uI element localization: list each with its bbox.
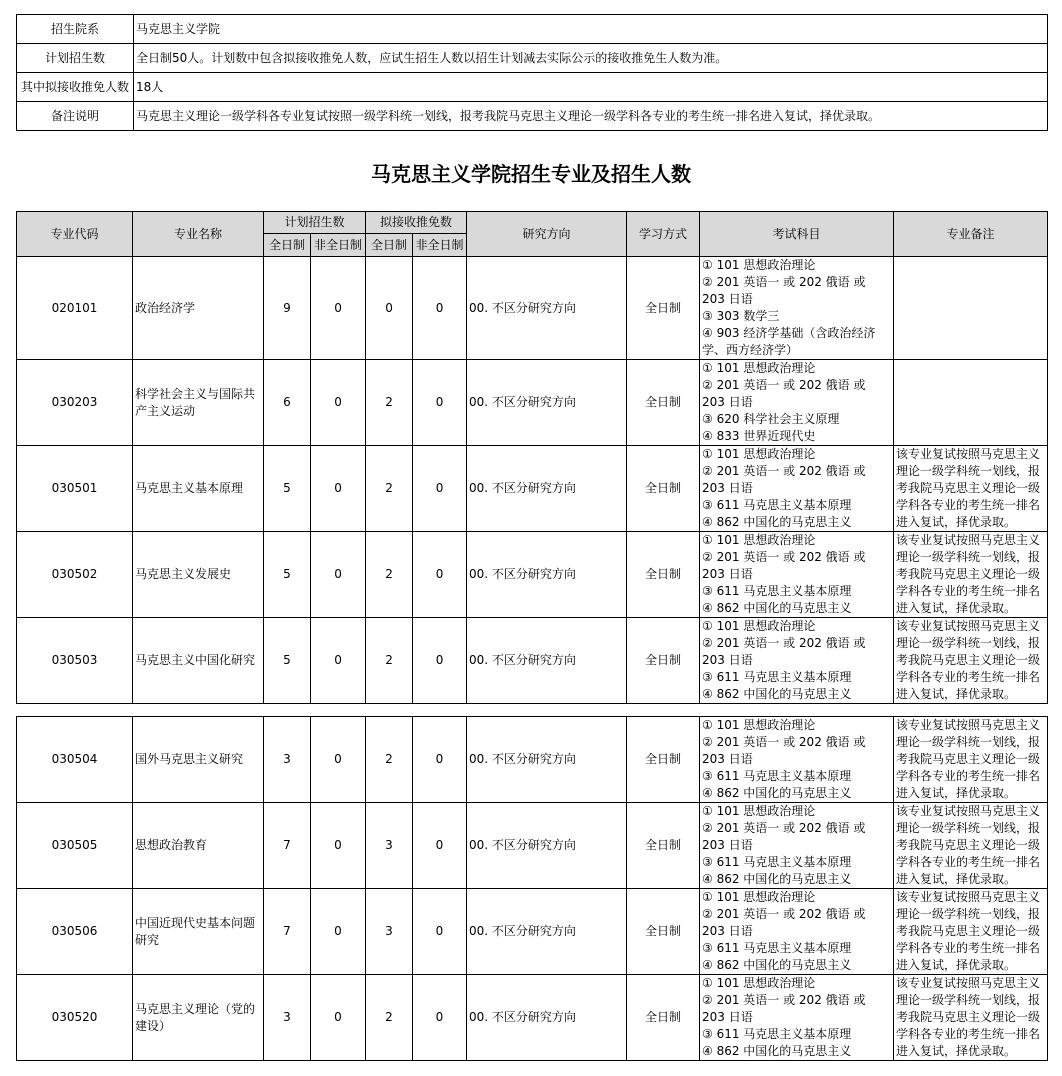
info-label: 计划招生数 <box>17 44 134 73</box>
plan-full-time: 7 <box>264 889 311 975</box>
exam-subject-item: ② 201 英语一 或 202 俄语 或 203 日语 <box>702 636 866 667</box>
major-remark: 该专业复试按照马克思主义理论一级学科统一划线，报考我院马克思主义理论一级学科各专业的考生统一排名进入复试，择优录取。 <box>894 618 1048 704</box>
major-remark: 该专业复试按照马克思主义理论一级学科统一划线，报考我院马克思主义理论一级学科各专业的考生统一排名进入复试，择优录取。 <box>894 532 1048 618</box>
exam-subject-item: ③ 611 马克思主义基本原理 <box>702 584 852 598</box>
major-code: 030203 <box>17 360 133 446</box>
exam-subject-item: ④ 862 中国化的马克思主义 <box>702 601 852 615</box>
research-direction: 00. 不区分研究方向 <box>467 618 627 704</box>
exempt-part-time: 0 <box>413 532 467 618</box>
info-row-remark <box>17 102 1048 131</box>
exempt-full-time: 2 <box>366 975 413 1061</box>
major-code: 030505 <box>17 803 133 889</box>
exam-subject-item: ③ 611 马克思主义基本原理 <box>702 769 852 783</box>
exempt-part-time: 0 <box>413 446 467 532</box>
info-row-department <box>17 15 1048 44</box>
exam-subject-item: ② 201 英语一 或 202 俄语 或 203 日语 <box>702 464 866 495</box>
exam-subject-item: ① 101 思想政治理论 <box>702 976 816 990</box>
exam-subject-item: ① 101 思想政治理论 <box>702 619 816 633</box>
major-name: 马克思主义发展史 <box>133 532 264 618</box>
major-name: 国外马克思主义研究 <box>133 717 264 803</box>
exempt-part-time: 0 <box>413 889 467 975</box>
header-exempt: 拟接收推免数 <box>366 212 467 234</box>
exempt-full-time: 2 <box>366 618 413 704</box>
exam-subjects <box>700 360 894 446</box>
major-name: 政治经济学 <box>133 257 264 360</box>
info-label: 其中拟接收推免人数 <box>17 73 134 102</box>
major-name: 马克思主义理论（党的建设） <box>133 975 264 1061</box>
exam-subject-item: ① 101 思想政治理论 <box>702 361 816 375</box>
plan-full-time: 5 <box>264 618 311 704</box>
exempt-full-time: 3 <box>366 803 413 889</box>
study-mode: 全日制 <box>627 618 700 704</box>
exam-subject-item: ④ 862 中国化的马克思主义 <box>702 687 852 701</box>
major-code: 030503 <box>17 618 133 704</box>
major-code: 020101 <box>17 257 133 360</box>
research-direction: 00. 不区分研究方向 <box>467 889 627 975</box>
plan-part-time: 0 <box>311 446 366 532</box>
exam-subject-item: ② 201 英语一 或 202 俄语 或 203 日语 <box>702 993 866 1024</box>
exam-subject-item: ④ 862 中国化的马克思主义 <box>702 1044 852 1058</box>
research-direction: 00. 不区分研究方向 <box>467 446 627 532</box>
header-plan-part-time: 非全日制 <box>311 234 366 257</box>
major-name: 科学社会主义与国际共产主义运动 <box>133 360 264 446</box>
info-value: 全日制50人。计划数中包含拟接收推免人数，应试生招生人数以招生计划减去实际公示的接收推免生人数为准。 <box>134 44 1048 73</box>
exam-subject-item: ④ 903 经济学基础（含政治经济学、西方经济学） <box>702 326 876 357</box>
info-row-plan <box>17 44 1048 73</box>
major-name: 马克思主义基本原理 <box>133 446 264 532</box>
header-remark: 专业备注 <box>894 212 1048 257</box>
table-row <box>17 446 1048 532</box>
plan-full-time: 3 <box>264 975 311 1061</box>
header-plan: 计划招生数 <box>264 212 366 234</box>
exempt-part-time: 0 <box>413 717 467 803</box>
exam-subjects <box>700 618 894 704</box>
majors-table-continued <box>16 716 1048 1061</box>
exam-subjects <box>700 446 894 532</box>
major-remark <box>894 257 1048 360</box>
exam-subject-item: ④ 862 中国化的马克思主义 <box>702 872 852 886</box>
exam-subjects <box>700 717 894 803</box>
research-direction: 00. 不区分研究方向 <box>467 532 627 618</box>
info-value: 18人 <box>134 73 1048 102</box>
exam-subjects <box>700 257 894 360</box>
header-row <box>17 212 1048 234</box>
exam-subject-item: ④ 862 中国化的马克思主义 <box>702 958 852 972</box>
exam-subject-item: ② 201 英语一 或 202 俄语 或 203 日语 <box>702 550 866 581</box>
plan-part-time: 0 <box>311 717 366 803</box>
major-code: 030504 <box>17 717 133 803</box>
exam-subject-item: ① 101 思想政治理论 <box>702 804 816 818</box>
plan-part-time: 0 <box>311 360 366 446</box>
study-mode: 全日制 <box>627 803 700 889</box>
header-exempt-part-time: 非全日制 <box>413 234 467 257</box>
major-name: 马克思主义中国化研究 <box>133 618 264 704</box>
exam-subject-item: ③ 303 数学三 <box>702 309 780 323</box>
table-row <box>17 803 1048 889</box>
major-remark: 该专业复试按照马克思主义理论一级学科统一划线，报考我院马克思主义理论一级学科各专业的考生统一排名进入复试，择优录取。 <box>894 803 1048 889</box>
majors-table <box>16 211 1048 704</box>
header-mode: 学习方式 <box>627 212 700 257</box>
admission-info-table <box>16 14 1048 131</box>
page-title: 马克思主义学院招生专业及招生人数 <box>371 162 691 186</box>
exempt-full-time: 2 <box>366 360 413 446</box>
table-row <box>17 618 1048 704</box>
header-subjects: 考试科目 <box>700 212 894 257</box>
exam-subjects <box>700 803 894 889</box>
plan-full-time: 3 <box>264 717 311 803</box>
exam-subject-item: ② 201 英语一 或 202 俄语 或 203 日语 <box>702 907 866 938</box>
exam-subject-item: ③ 611 马克思主义基本原理 <box>702 855 852 869</box>
exam-subject-item: ② 201 英语一 或 202 俄语 或 203 日语 <box>702 821 866 852</box>
header-name: 专业名称 <box>133 212 264 257</box>
study-mode: 全日制 <box>627 532 700 618</box>
exam-subject-item: ④ 862 中国化的马克思主义 <box>702 786 852 800</box>
exempt-part-time: 0 <box>413 803 467 889</box>
exam-subject-item: ① 101 思想政治理论 <box>702 718 816 732</box>
research-direction: 00. 不区分研究方向 <box>467 257 627 360</box>
major-code: 030501 <box>17 446 133 532</box>
exempt-part-time: 0 <box>413 975 467 1061</box>
exam-subject-item: ① 101 思想政治理论 <box>702 890 816 904</box>
plan-full-time: 9 <box>264 257 311 360</box>
plan-part-time: 0 <box>311 532 366 618</box>
info-label: 招生院系 <box>17 15 134 44</box>
research-direction: 00. 不区分研究方向 <box>467 360 627 446</box>
major-name: 思想政治教育 <box>133 803 264 889</box>
research-direction: 00. 不区分研究方向 <box>467 975 627 1061</box>
table-row <box>17 975 1048 1061</box>
header-plan-full-time: 全日制 <box>264 234 311 257</box>
exam-subject-item: ② 201 英语一 或 202 俄语 或 203 日语 <box>702 735 866 766</box>
exam-subject-item: ② 201 英语一 或 202 俄语 或 203 日语 <box>702 378 866 409</box>
exempt-full-time: 0 <box>366 257 413 360</box>
exempt-full-time: 2 <box>366 446 413 532</box>
plan-full-time: 5 <box>264 446 311 532</box>
header-code: 专业代码 <box>17 212 133 257</box>
exam-subject-item: ① 101 思想政治理论 <box>702 447 816 461</box>
table-row <box>17 257 1048 360</box>
exam-subject-item: ③ 611 马克思主义基本原理 <box>702 941 852 955</box>
exam-subjects <box>700 889 894 975</box>
header-direction: 研究方向 <box>467 212 627 257</box>
exempt-part-time: 0 <box>413 360 467 446</box>
table-row <box>17 532 1048 618</box>
exempt-full-time: 2 <box>366 532 413 618</box>
exam-subject-item: ③ 620 科学社会主义原理 <box>702 412 840 426</box>
study-mode: 全日制 <box>627 717 700 803</box>
major-name: 中国近现代史基本问题研究 <box>133 889 264 975</box>
major-code: 030506 <box>17 889 133 975</box>
info-value: 马克思主义学院 <box>134 15 1048 44</box>
research-direction: 00. 不区分研究方向 <box>467 717 627 803</box>
exam-subject-item: ① 101 思想政治理论 <box>702 533 816 547</box>
exam-subject-item: ③ 611 马克思主义基本原理 <box>702 1027 852 1041</box>
major-remark: 该专业复试按照马克思主义理论一级学科统一划线，报考我院马克思主义理论一级学科各专业的考生统一排名进入复试，择优录取。 <box>894 975 1048 1061</box>
exempt-part-time: 0 <box>413 618 467 704</box>
exam-subject-item: ④ 862 中国化的马克思主义 <box>702 515 852 529</box>
info-label: 备注说明 <box>17 102 134 131</box>
major-remark: 该专业复试按照马克思主义理论一级学科统一划线，报考我院马克思主义理论一级学科各专业的考生统一排名进入复试，择优录取。 <box>894 446 1048 532</box>
table-row <box>17 717 1048 803</box>
info-value: 马克思主义理论一级学科各专业复试按照一级学科统一划线，报考我院马克思主义理论一级学科各专业的考生统一排名进入复试，择优录取。 <box>134 102 1048 131</box>
study-mode: 全日制 <box>627 360 700 446</box>
study-mode: 全日制 <box>627 975 700 1061</box>
plan-full-time: 6 <box>264 360 311 446</box>
study-mode: 全日制 <box>627 446 700 532</box>
plan-part-time: 0 <box>311 618 366 704</box>
plan-full-time: 5 <box>264 532 311 618</box>
major-code: 030502 <box>17 532 133 618</box>
plan-part-time: 0 <box>311 803 366 889</box>
major-code: 030520 <box>17 975 133 1061</box>
exam-subjects <box>700 975 894 1061</box>
exam-subject-item: ② 201 英语一 或 202 俄语 或 203 日语 <box>702 275 866 306</box>
major-remark <box>894 360 1048 446</box>
study-mode: 全日制 <box>627 889 700 975</box>
study-mode: 全日制 <box>627 257 700 360</box>
major-remark: 该专业复试按照马克思主义理论一级学科统一划线，报考我院马克思主义理论一级学科各专业的考生统一排名进入复试，择优录取。 <box>894 717 1048 803</box>
exempt-part-time: 0 <box>413 257 467 360</box>
exempt-full-time: 3 <box>366 889 413 975</box>
exam-subject-item: ① 101 思想政治理论 <box>702 258 816 272</box>
exam-subject-item: ③ 611 马克思主义基本原理 <box>702 670 852 684</box>
major-remark: 该专业复试按照马克思主义理论一级学科统一划线，报考我院马克思主义理论一级学科各专业的考生统一排名进入复试，择优录取。 <box>894 889 1048 975</box>
exam-subjects <box>700 532 894 618</box>
exempt-full-time: 2 <box>366 717 413 803</box>
research-direction: 00. 不区分研究方向 <box>467 803 627 889</box>
plan-full-time: 7 <box>264 803 311 889</box>
table-row <box>17 360 1048 446</box>
exam-subject-item: ③ 611 马克思主义基本原理 <box>702 498 852 512</box>
plan-part-time: 0 <box>311 975 366 1061</box>
exam-subject-item: ④ 833 世界近现代史 <box>702 429 816 443</box>
plan-part-time: 0 <box>311 257 366 360</box>
info-row-exempt <box>17 73 1048 102</box>
table-row <box>17 889 1048 975</box>
header-exempt-full-time: 全日制 <box>366 234 413 257</box>
plan-part-time: 0 <box>311 889 366 975</box>
